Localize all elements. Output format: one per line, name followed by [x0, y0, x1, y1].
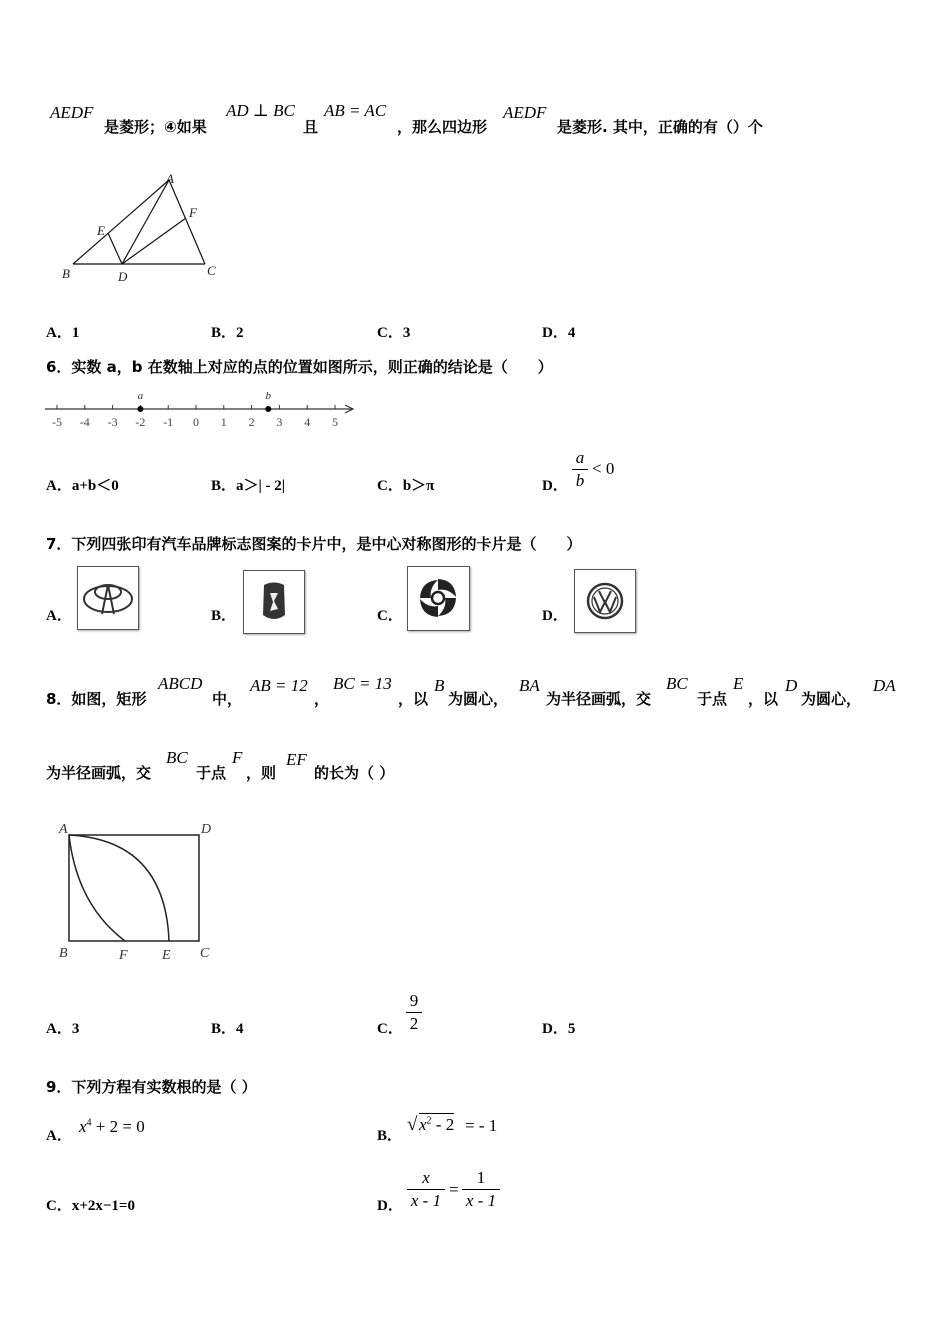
fraction-x-over-x-1 — [407, 1168, 445, 1211]
card-vw[interactable] — [574, 569, 636, 633]
option-c[interactable]: C．3 — [377, 325, 411, 341]
denominator: x - 1 — [410, 1191, 442, 1210]
fraction-bar — [406, 1012, 422, 1013]
option-b-label: B． — [377, 1128, 403, 1144]
math-d: D — [785, 676, 798, 695]
fraction-bar — [572, 469, 588, 470]
label-e: E — [97, 223, 105, 238]
segment-ab — [73, 180, 169, 264]
math-bc: BC — [166, 748, 188, 767]
numerator: a — [575, 448, 585, 467]
q6-number-line — [42, 388, 360, 430]
exponent: 2 — [426, 1115, 432, 1127]
tick-label: 3 — [276, 415, 283, 429]
option-d[interactable]: D． — [542, 608, 568, 624]
label-d: D — [118, 269, 128, 284]
equation-rest: + 2 = 0 — [91, 1117, 145, 1136]
math-ab-eq-ac: AB = AC — [324, 101, 387, 120]
text-segment: ，以 — [398, 690, 429, 708]
text-segment: 为圆心， — [448, 690, 509, 708]
denominator: b — [575, 471, 585, 490]
radical-sign: √ — [407, 1114, 418, 1135]
card-toyota[interactable] — [77, 566, 139, 630]
label-b: B — [62, 266, 70, 281]
text-segment: 中， — [212, 690, 243, 708]
var-x: x — [419, 1115, 427, 1134]
option-a-label: A． — [46, 1128, 72, 1144]
tick-label: 0 — [193, 415, 199, 429]
segment-ac — [169, 180, 205, 264]
q8-rectangle-figure — [55, 815, 225, 965]
math-abcd: ABCD — [158, 674, 203, 693]
math-ba: BA — [519, 676, 540, 695]
q7-stem: 7．下列四张印有汽车品牌标志图案的卡片中，是中心对称图形的卡片是（ ） — [46, 535, 582, 553]
option-a[interactable]: A．3 — [46, 1021, 80, 1037]
math-b: B — [434, 676, 445, 695]
var-x: x — [79, 1117, 87, 1136]
math-da: DA — [873, 676, 896, 695]
toyota-logo-icon — [78, 567, 138, 629]
segment-ed — [108, 233, 122, 264]
tick-label: 4 — [304, 415, 311, 429]
label-e: E — [162, 948, 171, 963]
tick-label: 1 — [220, 415, 227, 429]
label-a: A — [59, 822, 68, 837]
q5-triangle-figure — [55, 170, 230, 285]
option-b[interactable]: B．4 — [211, 1021, 244, 1037]
math-ad-perp-bc: AD ⊥ BC — [226, 101, 295, 120]
label-a: A — [166, 171, 174, 186]
text-segment: 为圆心， — [801, 690, 862, 708]
text-segment: 是菱形. 其中，正确的有（）个 — [557, 118, 763, 136]
text-segment: 于点 — [196, 764, 227, 782]
text-segment: 于点 — [697, 690, 728, 708]
math-ab-12: AB = 12 — [250, 676, 308, 695]
text-segment: 是菱形；④如果 — [104, 118, 207, 136]
arc-from-d — [69, 835, 125, 941]
text-segment: ，则 — [246, 764, 277, 782]
denominator: x - 1 — [465, 1191, 497, 1210]
fraction-a-over-b — [572, 448, 588, 491]
point-b — [265, 406, 271, 412]
rectangle-abcd — [69, 835, 199, 941]
option-b[interactable]: B．2 — [211, 325, 244, 341]
math-bc: BC — [666, 674, 688, 693]
swirl-logo-icon — [408, 567, 469, 630]
vw-logo-icon — [575, 570, 635, 632]
text-segment: 8．如图，矩形 — [46, 690, 147, 708]
tick-label: 2 — [248, 415, 255, 429]
text-segment: ， — [314, 690, 330, 708]
option-d-label: D． — [377, 1198, 403, 1214]
label-c: C — [207, 263, 216, 278]
point-a — [137, 406, 143, 412]
label-f: F — [119, 948, 128, 963]
segment-ad — [122, 180, 169, 264]
segment-df — [122, 218, 186, 264]
label-a: a — [137, 390, 144, 402]
option-b[interactable]: B．a＞| - 2| — [211, 478, 286, 494]
option-c[interactable]: C．b＞π — [377, 478, 435, 494]
math-ef: EF — [286, 750, 307, 769]
tick-label: -1 — [163, 415, 174, 429]
exponent: 4 — [86, 1117, 92, 1129]
math-aedf: AEDF — [503, 103, 547, 122]
arc-from-b — [69, 835, 169, 941]
shield-logo-icon — [244, 571, 304, 633]
text-segment: ，以 — [748, 690, 779, 708]
inequality-rest: < 0 — [592, 459, 615, 478]
equation-rest: = - 1 — [465, 1116, 498, 1135]
card-swirl[interactable] — [407, 566, 470, 631]
tick-label: -2 — [135, 415, 146, 429]
equals-sign: = — [449, 1180, 459, 1199]
numerator: 9 — [409, 991, 419, 1010]
math-f: F — [232, 748, 243, 767]
math-bc-13: BC = 13 — [333, 674, 392, 693]
fraction-1-over-x-1 — [462, 1168, 500, 1211]
option-a[interactable]: A．1 — [46, 325, 80, 341]
text-segment: 的长为（ ） — [314, 764, 395, 782]
text-segment: 为半径画弧，交 — [46, 764, 152, 782]
text-segment: 为半径画弧，交 — [546, 690, 652, 708]
option-c[interactable]: C． — [377, 608, 403, 624]
option-d[interactable]: D．5 — [542, 1021, 576, 1037]
fraction-9-over-2 — [406, 991, 422, 1034]
label-d: D — [201, 822, 212, 837]
card-shield[interactable] — [243, 570, 305, 634]
option-a[interactable]: A． — [46, 608, 72, 624]
option-b[interactable]: B． — [211, 608, 237, 624]
label-c: C — [200, 946, 210, 961]
q9-stem: 9．下列方程有实数根的是（ ） — [46, 1078, 257, 1096]
denominator: 2 — [409, 1014, 419, 1033]
fraction-bar — [407, 1189, 445, 1190]
numerator: 1 — [476, 1168, 486, 1187]
tick-label: -5 — [52, 415, 62, 429]
label-b: b — [265, 390, 272, 402]
text-segment: ，那么四边形 — [397, 118, 488, 136]
radicand — [419, 1113, 454, 1135]
fraction-bar — [462, 1189, 500, 1190]
text-segment: 且 — [303, 118, 319, 136]
tick-label: 5 — [332, 415, 338, 429]
radicand-rest: - 2 — [431, 1115, 455, 1134]
math-e: E — [733, 674, 744, 693]
tick-label: -3 — [107, 415, 118, 429]
option-a[interactable]: A．a+b＜0 — [46, 478, 119, 494]
tick-label: -4 — [79, 415, 90, 429]
math-aedf: AEDF — [50, 103, 94, 122]
option-d[interactable]: D．4 — [542, 325, 576, 341]
label-b: B — [59, 946, 68, 961]
numerator: x — [422, 1168, 430, 1187]
equation-a — [79, 1117, 145, 1137]
q6-stem: 6．实数 a，b 在数轴上对应的点的位置如图所示，则正确的结论是（ ） — [46, 358, 553, 376]
label-f: F — [189, 205, 197, 220]
option-d[interactable]: D． — [542, 478, 568, 494]
option-c[interactable]: C． — [377, 1021, 403, 1037]
option-c[interactable]: C．x+2x−1=0 — [46, 1198, 135, 1214]
